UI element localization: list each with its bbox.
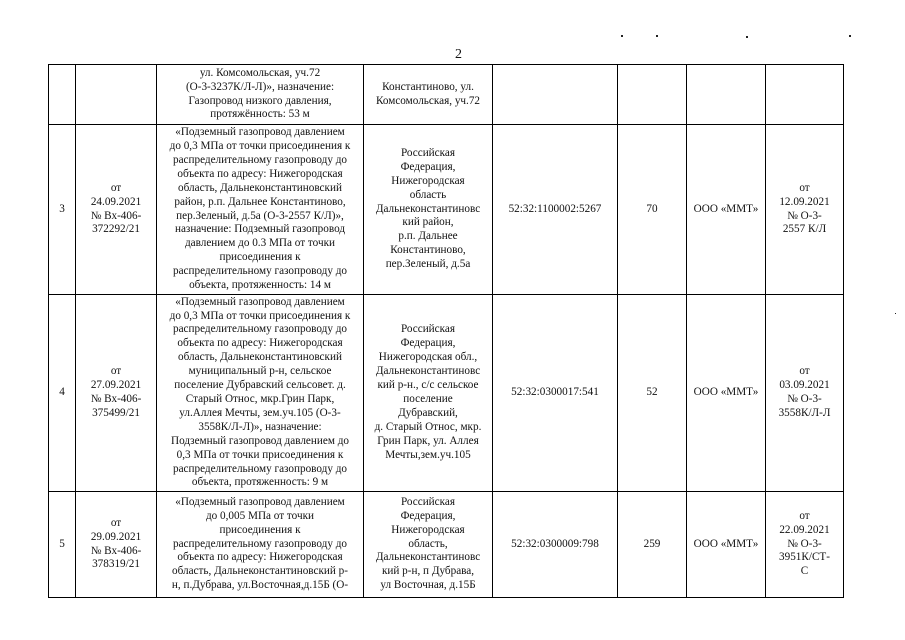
text-line: д. Старый Относ, мкр. <box>374 420 482 433</box>
text-line: Федерация, <box>400 509 456 522</box>
text-line: 3558К/Л-Л <box>778 406 831 419</box>
text-line: от <box>110 181 122 194</box>
text-line: распределительному газопроводу до <box>172 462 348 475</box>
text-line: область <box>409 188 447 201</box>
text-line: ул Восточная, д.15Б <box>380 579 476 592</box>
text-line: «Подземный газопровод давлением <box>175 126 345 139</box>
text-line: ул.Аллея Мечты, зем.уч.105 (О-3- <box>179 406 341 419</box>
text-line: поселение Дубравский сельсовет. д. <box>174 379 346 392</box>
text-line: присоединения к <box>219 251 301 264</box>
text-line: кий р-н., с/с сельское <box>377 379 479 392</box>
text-line: муниципальный р-н, сельское <box>188 365 332 378</box>
text-line: 378319/21 <box>92 558 140 571</box>
cell-owner <box>687 65 766 125</box>
text-line: р.п. Дальнее <box>398 230 458 243</box>
scan-speck <box>621 35 623 37</box>
text-line: 375499/21 <box>92 406 140 419</box>
text-line: № О-3- <box>787 209 822 222</box>
cell-object-description <box>157 295 364 492</box>
scan-speck <box>849 35 851 37</box>
text-line: № Вх-406- <box>90 544 142 557</box>
text-line: Российская <box>400 146 456 159</box>
text-line: 2557 К/Л <box>782 223 827 236</box>
text-line: Дубравский, <box>398 406 458 419</box>
text-line: 27.09.2021 <box>90 379 142 392</box>
cell-row-number <box>49 65 76 125</box>
text-line: Нижегородская <box>391 174 465 187</box>
text-line: ул. Комсомольская, уч.72 <box>199 66 321 79</box>
text-line: Дальнеконстантиновс <box>375 551 481 564</box>
cell-row-number: 3 <box>49 125 76 295</box>
cell-object-description <box>157 125 364 295</box>
cell-row-number: 4 <box>49 295 76 492</box>
text-line: Константиново, ул. <box>382 80 474 93</box>
text-line: район, р.п. Дальнее Константиново, <box>174 195 346 208</box>
cell-object-address <box>364 295 493 492</box>
text-line: н, п.Дубрава, ул.Восточная,д.15Б (О- <box>171 579 349 592</box>
text-line: пер.Зеленый, д.5а <box>385 258 471 271</box>
text-line: распределительному газопроводу до <box>172 323 348 336</box>
text-line: Подземный газопровод давлением до <box>170 434 350 447</box>
text-line: (О-3-3237К/Л-Л)», назначение: <box>185 80 335 93</box>
text-line: объекта, протяженность: 14 м <box>189 279 331 292</box>
text-line: Федерация, <box>400 337 456 350</box>
cell-decision-ref <box>766 65 844 125</box>
text-line: Федерация, <box>400 160 456 173</box>
text-line: С <box>800 565 809 578</box>
cell-cadastral-number: 52:32:0300017:541 <box>493 295 618 492</box>
text-line: 24.09.2021 <box>90 195 142 208</box>
text-line: 3558К/Л-Л)», назначение: <box>198 420 322 433</box>
page-number: 2 <box>455 47 462 62</box>
text-line: Константиново, <box>390 244 466 257</box>
text-line: от <box>110 516 122 529</box>
cell-incoming-ref <box>76 492 157 598</box>
text-line: поселение <box>403 393 453 405</box>
text-line: № О-3- <box>787 393 822 405</box>
text-line: от <box>110 365 122 378</box>
cell-decision-ref <box>766 295 844 492</box>
cell-incoming-ref <box>76 295 157 492</box>
text-line: от <box>799 181 810 194</box>
text-line: объекта по адресу: Нижегородская <box>177 337 343 350</box>
text-line: распределительному газопроводу до <box>172 265 348 278</box>
table-row <box>49 492 844 598</box>
text-line: протяжённость: 53 м <box>210 108 310 121</box>
text-line: область, <box>408 537 448 550</box>
cell-decision-ref <box>766 492 844 598</box>
text-line: Мечты,зем.уч.105 <box>385 448 471 461</box>
cell-length: 259 <box>618 492 687 598</box>
text-line: Нижегородская обл., <box>378 351 478 364</box>
text-line: присоединения к <box>219 523 301 536</box>
cell-decision-ref <box>766 125 844 295</box>
table-row <box>49 65 844 125</box>
text-line: «Подземный газопровод давлением <box>175 295 345 308</box>
text-line: Старый Относ, мкр.Грин Парк, <box>185 393 335 405</box>
cell-incoming-ref <box>76 65 157 125</box>
cell-object-description <box>157 65 364 125</box>
cell-length <box>618 65 687 125</box>
text-line: до 0,005 МПа от точки <box>205 509 315 522</box>
text-line: от <box>799 365 810 378</box>
text-line: распределительному газопроводу до <box>172 537 348 550</box>
cell-object-address <box>364 492 493 598</box>
text-line: кий район, <box>402 216 454 229</box>
text-line: Дальнеконстантиновс <box>375 365 481 378</box>
text-line: назначение: Подземный газопровод <box>174 223 346 236</box>
text-line: до 0,3 МПа от точки присоединения к <box>169 309 351 322</box>
cell-owner: ООО «ММТ» <box>687 125 766 295</box>
text-line: 12.09.2021 <box>779 195 830 208</box>
text-line: объекта по адресу: Нижегородская <box>177 551 343 564</box>
text-line: объекта, протяженность: 9 м <box>191 476 329 489</box>
text-line: 372292/21 <box>92 223 140 236</box>
text-line: кий р-н, п Дубрава, <box>381 565 475 578</box>
objects-table <box>48 64 844 598</box>
text-line: 0,3 МПа от точки присоединения к <box>176 448 344 461</box>
cell-object-address <box>364 65 493 125</box>
text-line: Российская <box>400 323 456 336</box>
text-line: 03.09.2021 <box>779 379 830 392</box>
text-line: до 0,3 МПа от точки присоединения к <box>169 139 351 152</box>
text-line: 22.09.2021 <box>779 523 830 536</box>
text-line: Российская <box>400 495 456 508</box>
cell-row-number: 5 <box>49 492 76 598</box>
scan-speck <box>895 313 896 314</box>
cell-cadastral-number <box>493 65 618 125</box>
text-line: Комсомольская, уч.72 <box>375 94 481 107</box>
text-line: область, Дальнеконстантиновский р- <box>172 565 348 578</box>
cell-length: 70 <box>618 125 687 295</box>
text-line: «Подземный газопровод давлением <box>175 495 345 508</box>
text-line: Дальнеконстантиновс <box>375 202 481 215</box>
table-row <box>49 125 844 295</box>
text-line: распределительному газопроводу до <box>172 153 348 166</box>
cell-length: 52 <box>618 295 687 492</box>
cell-owner: ООО «ММТ» <box>687 295 766 492</box>
text-line: давлением до 0.3 МПа от точки <box>184 237 336 250</box>
text-line: область, Дальнеконстантиновский <box>178 351 342 364</box>
cell-cadastral-number: 52:32:0300009:798 <box>493 492 618 598</box>
text-line: 3951К/СТ- <box>779 551 830 564</box>
cell-incoming-ref <box>76 125 157 295</box>
table-row <box>49 295 844 492</box>
scan-speck <box>746 36 748 38</box>
cell-object-address <box>364 125 493 295</box>
text-line: № Вх-406- <box>90 209 142 222</box>
cell-owner: ООО «ММТ» <box>687 492 766 598</box>
cell-object-description <box>157 492 364 598</box>
scan-speck <box>656 35 658 37</box>
text-line: область, Дальнеконстантиновский <box>178 181 342 194</box>
text-line: № О-3- <box>787 537 822 550</box>
text-line: от <box>799 509 810 522</box>
text-line: № Вх-406- <box>90 393 142 405</box>
text-line: 29.09.2021 <box>90 530 142 543</box>
text-line: Грин Парк, ул. Аллея <box>377 434 479 447</box>
cell-cadastral-number: 52:32:1100002:5267 <box>493 125 618 295</box>
text-line: Газопровод низкого давления, <box>188 94 332 107</box>
text-line: пер.Зеленый, д.5а (О-3-2557 К/Л)», <box>176 209 344 222</box>
text-line: объекта по адресу: Нижегородская <box>177 167 343 180</box>
text-line: Нижегородская <box>391 523 465 536</box>
